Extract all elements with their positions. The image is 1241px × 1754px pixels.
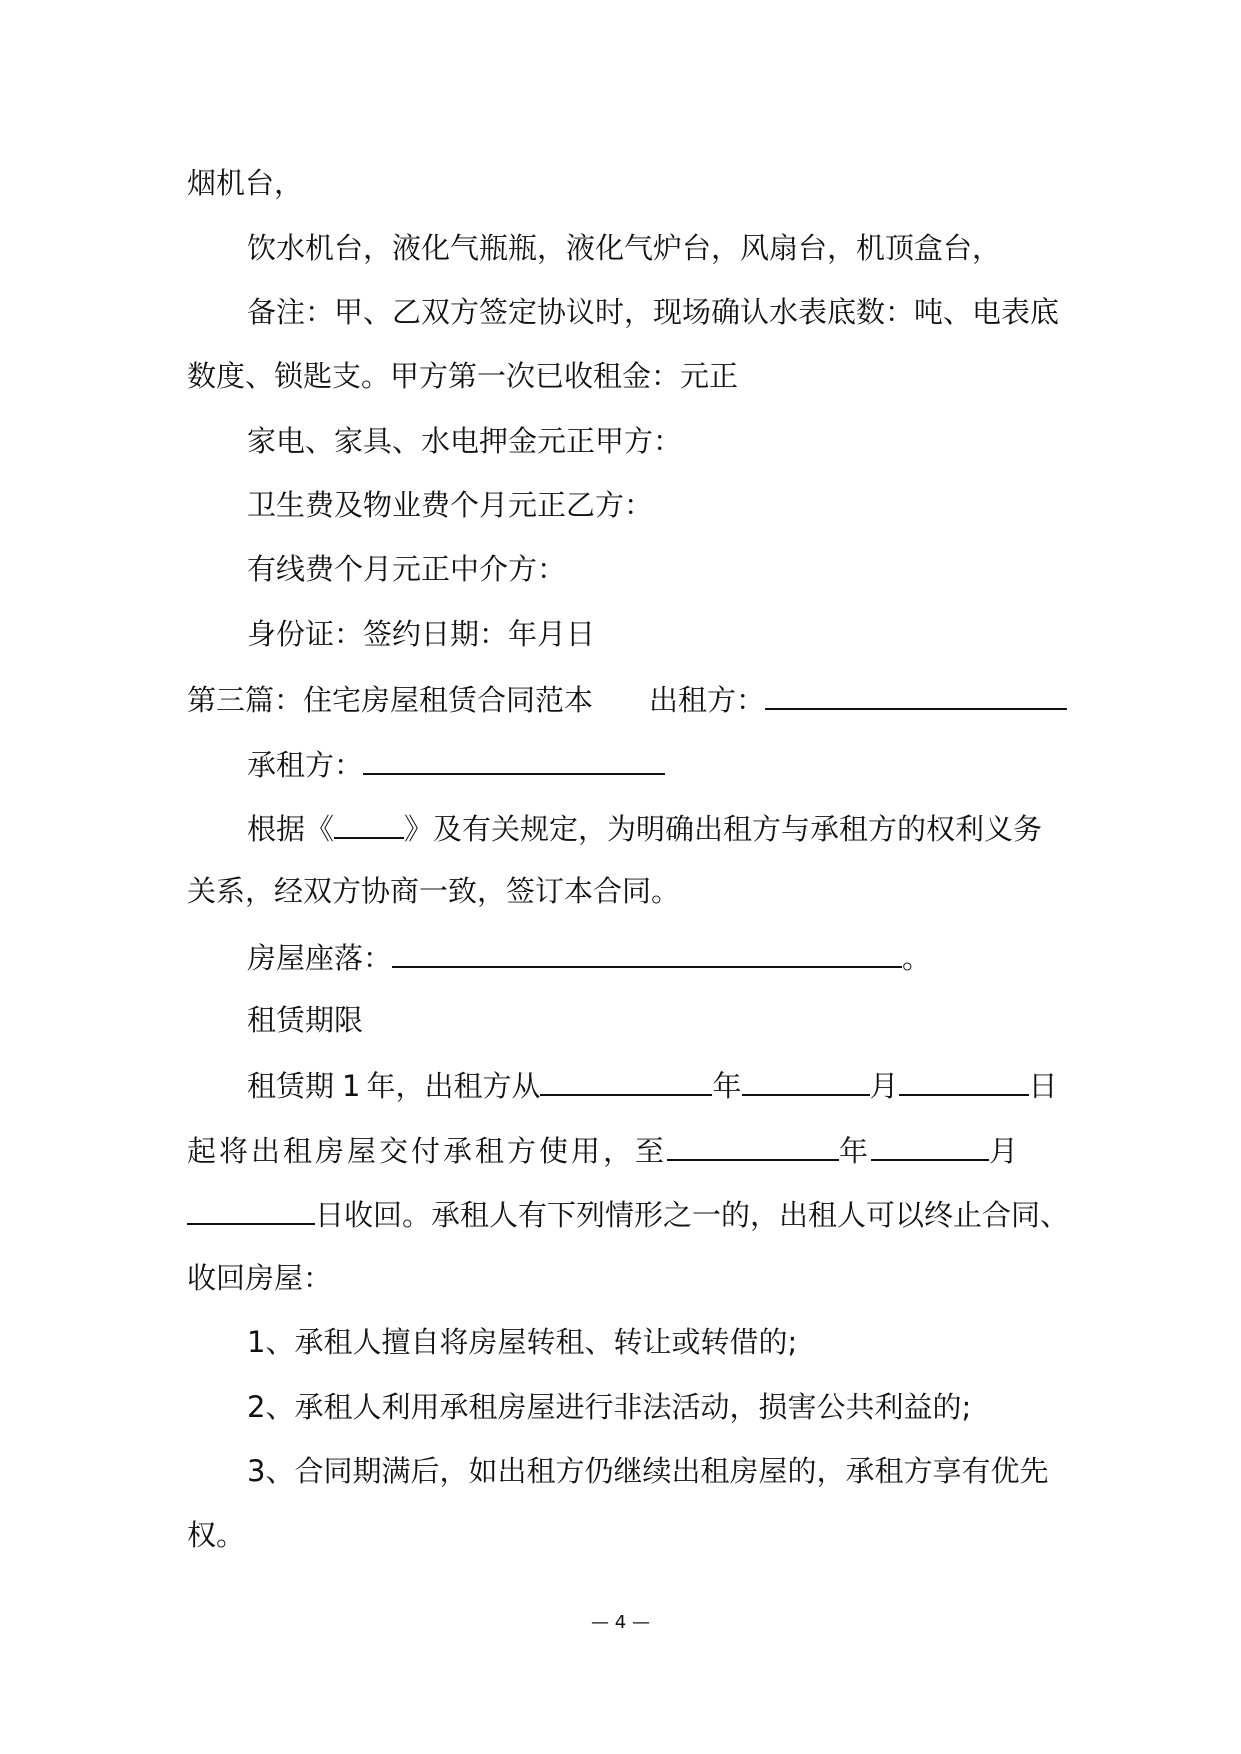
end-month-blank	[871, 1131, 989, 1161]
text-line: 烟机台，	[187, 166, 304, 200]
end-day-blank	[187, 1195, 315, 1225]
month-label: 月	[989, 1134, 1022, 1168]
lessee-line	[247, 745, 665, 783]
text-line: 卫生费及物业费个月元正乙方：	[247, 488, 654, 522]
term-years: 1	[342, 1069, 361, 1103]
basis-text: 根据《	[247, 812, 335, 846]
basis-line	[247, 809, 1042, 847]
term-line	[187, 1195, 1069, 1233]
list-item: 2、承租人利用承租房屋进行非法活动，损害公共利益的;	[247, 1390, 972, 1424]
term-text: 日收回。承租人有下列情形之一的，出租人可以终止合同、	[315, 1198, 1070, 1232]
lessor-label: 出租方：	[649, 683, 766, 717]
day-label: 日	[1028, 1069, 1058, 1103]
term-text: 年，出租方从	[366, 1069, 541, 1103]
term-line	[187, 1131, 1021, 1169]
term-line	[247, 1066, 1058, 1104]
location-blank	[392, 938, 902, 968]
text-line: 数度、锁匙支。甲方第一次已收租金：元正	[187, 359, 739, 393]
page-number: — 4 —	[591, 1612, 650, 1633]
year-label: 年	[839, 1134, 872, 1168]
start-day-blank	[899, 1066, 1029, 1096]
text-line: 备注：甲、乙双方签定协议时，现场确认水表底数：吨、电表底	[247, 295, 1060, 329]
text-line: 饮水机台，液化气瓶瓶，液化气炉台，风扇台，机顶盒台，	[247, 231, 1002, 265]
text-line: 收回房屋：	[187, 1261, 333, 1295]
term-text: 起将出租房屋交付承租方使用，至	[187, 1134, 668, 1168]
location-line	[247, 938, 931, 976]
text-line: 身份证：签约日期：年月日	[247, 617, 596, 651]
lessee-label: 承租方：	[247, 748, 364, 782]
year-label: 年	[712, 1069, 742, 1103]
start-year-blank	[540, 1066, 712, 1096]
text-line: 权。	[187, 1518, 246, 1552]
text-line: 关系，经双方协商一致，签订本合同。	[187, 874, 681, 908]
list-item: 3、合同期满后，如出租方仍继续出租房屋的，承租方享有优先	[247, 1454, 1049, 1488]
text-line: 有线费个月元正中介方：	[247, 552, 567, 586]
basis-text: 》及有关规定，为明确出租方与承租方的权利义务	[404, 812, 1043, 846]
text-line: 家电、家具、水电押金元正甲方：	[247, 424, 683, 458]
section-title: 第三篇：住宅房屋租赁合同范本	[187, 683, 594, 717]
location-label: 房屋座落：	[247, 941, 393, 975]
term-text: 租赁期	[247, 1069, 335, 1103]
section-title-line	[187, 680, 1067, 718]
lessor-blank	[765, 680, 1067, 710]
start-month-blank	[742, 1066, 870, 1096]
lessee-blank	[363, 745, 665, 775]
location-end: 。	[902, 941, 932, 975]
term-heading: 租赁期限	[247, 1003, 364, 1037]
end-year-blank	[667, 1131, 839, 1161]
month-label: 月	[869, 1069, 899, 1103]
law-name-blank	[334, 809, 404, 839]
list-item: 1、承租人擅自将房屋转租、转让或转借的;	[247, 1325, 798, 1359]
